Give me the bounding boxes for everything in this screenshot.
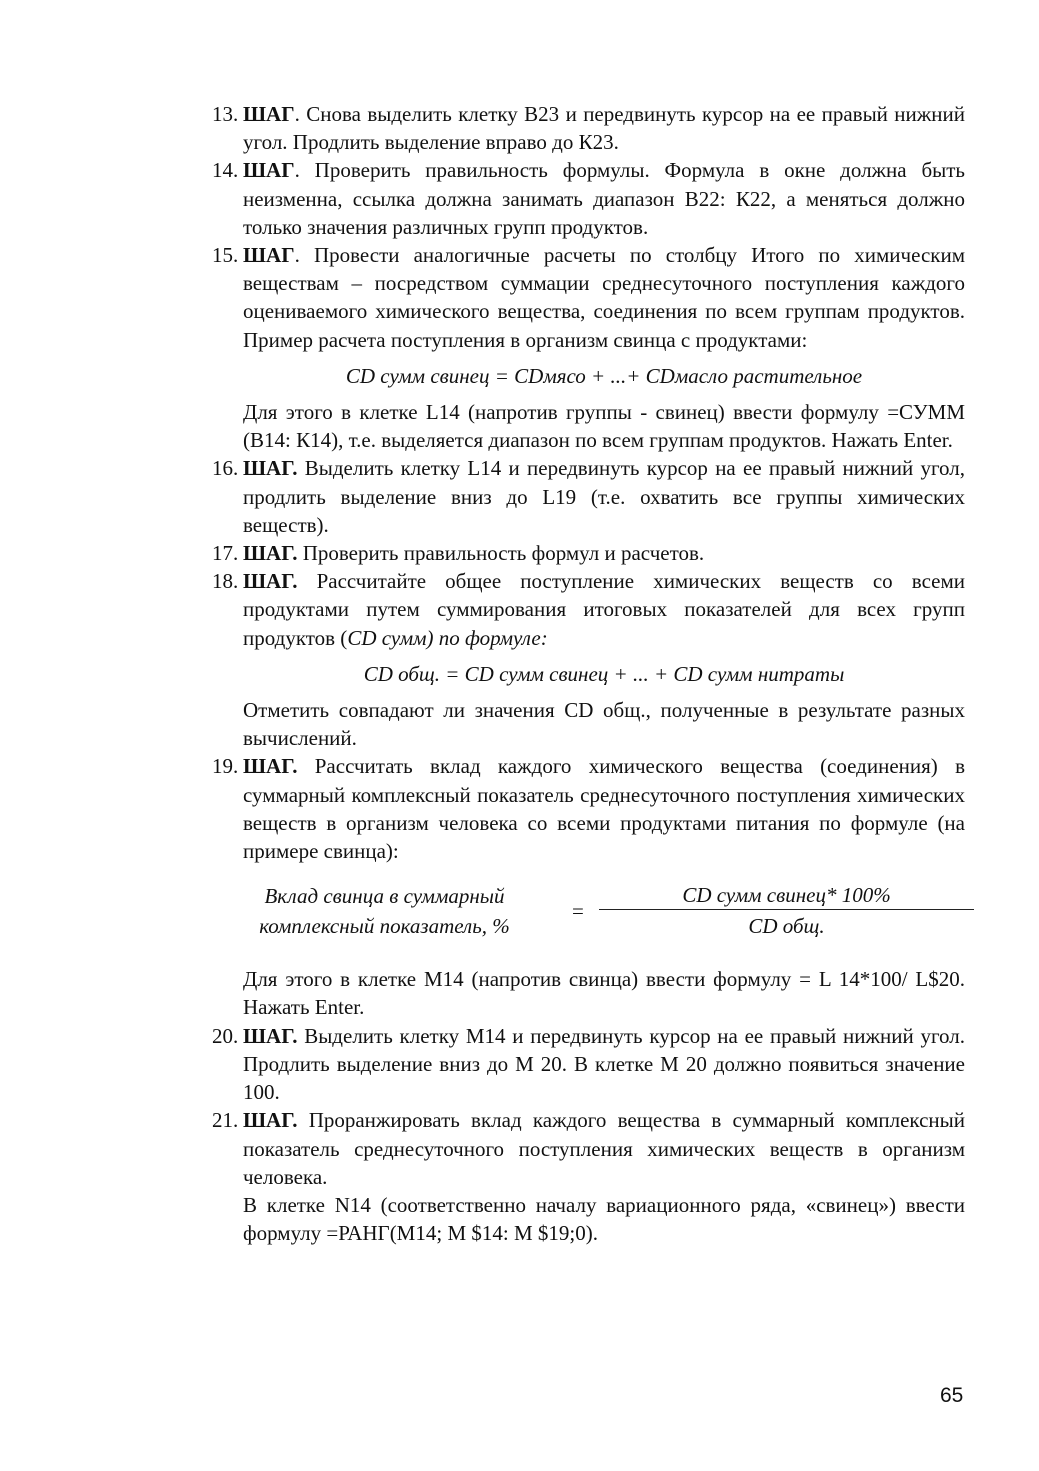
formula-left-side bbox=[212, 881, 557, 941]
step-19 bbox=[212, 752, 965, 865]
step-keyword: ШАГ. bbox=[243, 456, 298, 481]
step-text: Выделить клетку М14 и передвинуть курсор на ее правый нижний угол. Продлить выделение вниз до М 20. В клетке М 20 должно появиться значение 100. bbox=[243, 1023, 965, 1105]
step-17 bbox=[212, 539, 965, 567]
step-text-italic: CD сумм) по формуле: bbox=[347, 625, 548, 650]
step-keyword: ШАГ bbox=[243, 158, 295, 183]
step-19-instructions: Для этого в клетке М14 (напротив свинца) ввести формулу = L 14*100/ L$20. Нажать Enter. bbox=[243, 967, 965, 1020]
step-text: Проверить правильность формул и расчетов. bbox=[297, 541, 705, 566]
step-number: 21. bbox=[212, 1108, 239, 1133]
step-15-instructions: Для этого в клетке L14 (напротив группы - свинец) ввести формулу =СУММ (В14: К14), т.е. выделяется диапазон по всем группам продуктов. Нажать Enter. bbox=[243, 400, 965, 453]
step-number: 15. bbox=[212, 243, 239, 268]
step-20 bbox=[212, 1022, 965, 1107]
contribution-formula bbox=[212, 881, 965, 951]
step-text: Проранжировать вклад каждого вещества в суммарный комплексный показатель среднесуточного поступления химических веществ в организм человека. bbox=[243, 1108, 965, 1189]
equals-sign: = bbox=[572, 899, 584, 924]
step-21-instructions: В клетке N14 (соответственно началу вариационного ряда, «свинец») ввести формулу =РАНГ(М14; М $14: М $19;0). bbox=[243, 1192, 965, 1246]
step-text: . Снова выделить клетку В23 и передвинуть курсор на ее правый нижний угол. Продлить выделение вправо до К23. bbox=[243, 102, 965, 155]
step-number: 16. bbox=[212, 456, 239, 481]
fraction-denominator: CD общ. bbox=[748, 914, 825, 939]
step-text: Выделить клетку L14 и передвинуть курсор на ее правый нижний угол, продлить выделение вниз до L19 (т.е. охватить все группы химических веществ). bbox=[243, 456, 965, 537]
step-16 bbox=[212, 454, 965, 539]
step-15 bbox=[212, 241, 965, 354]
step-18-note: Отметить совпадают ли значения CD общ., полученные в результате разных вычислений. bbox=[243, 698, 965, 751]
fraction-numerator: CD сумм свинец* 100% bbox=[599, 881, 974, 910]
step-keyword: ШАГ. bbox=[243, 1023, 298, 1048]
formula-left-line: комплексный показатель, % bbox=[259, 914, 510, 939]
page-number: 65 bbox=[940, 1384, 964, 1407]
step-18 bbox=[212, 567, 965, 652]
step-keyword: ШАГ. bbox=[243, 541, 298, 566]
step-number: 14. bbox=[212, 158, 239, 183]
formula-lead-sum: CD сумм свинец = CDмясо + ...+ CDмасло растительное bbox=[345, 363, 863, 388]
step-keyword: ШАГ. bbox=[243, 754, 298, 779]
step-14 bbox=[212, 156, 965, 241]
step-number: 17. bbox=[212, 541, 239, 566]
formula-total: CD общ. = CD сумм свинец + ... + CD сумм нитраты bbox=[363, 661, 845, 686]
formula-left-line: Вклад свинца в суммарный bbox=[264, 884, 505, 909]
page-content bbox=[212, 100, 965, 1247]
step-number: 13. bbox=[212, 102, 239, 126]
step-keyword: ШАГ bbox=[243, 102, 295, 126]
step-text: Рассчитать вклад каждого химического вещества (соединения) в суммарный комплексный показатель среднесуточного поступления химических веществ в организм человека со всеми продуктами питания по формуле (на примере свинца): bbox=[243, 754, 965, 864]
step-number: 18. bbox=[212, 569, 239, 594]
step-keyword: ШАГ. bbox=[243, 1108, 298, 1133]
step-text: . Проверить правильность формулы. Формула в окне должна быть неизменна, ссылка должна занимать диапазон В22: К22, а меняться должно только значения различных групп продуктов. bbox=[243, 158, 965, 239]
step-13 bbox=[212, 100, 965, 156]
step-keyword: ШАГ bbox=[243, 243, 295, 268]
step-number: 20. bbox=[212, 1023, 239, 1048]
step-number: 19. bbox=[212, 754, 239, 779]
step-21 bbox=[212, 1106, 965, 1191]
step-text: Рассчитайте общее поступление химических веществ со всеми продуктами путем суммирования итоговых показателей для всех групп продуктов ( bbox=[243, 569, 965, 650]
step-text: . Провести аналогичные расчеты по столбцу Итого по химическим веществам – посредством суммации среднесуточного поступления каждого оцениваемого химического вещества, соединения по всем группам продуктов. Пример расчета поступления в организм свинца с продуктами: bbox=[243, 243, 965, 352]
step-keyword: ШАГ. bbox=[243, 569, 298, 594]
